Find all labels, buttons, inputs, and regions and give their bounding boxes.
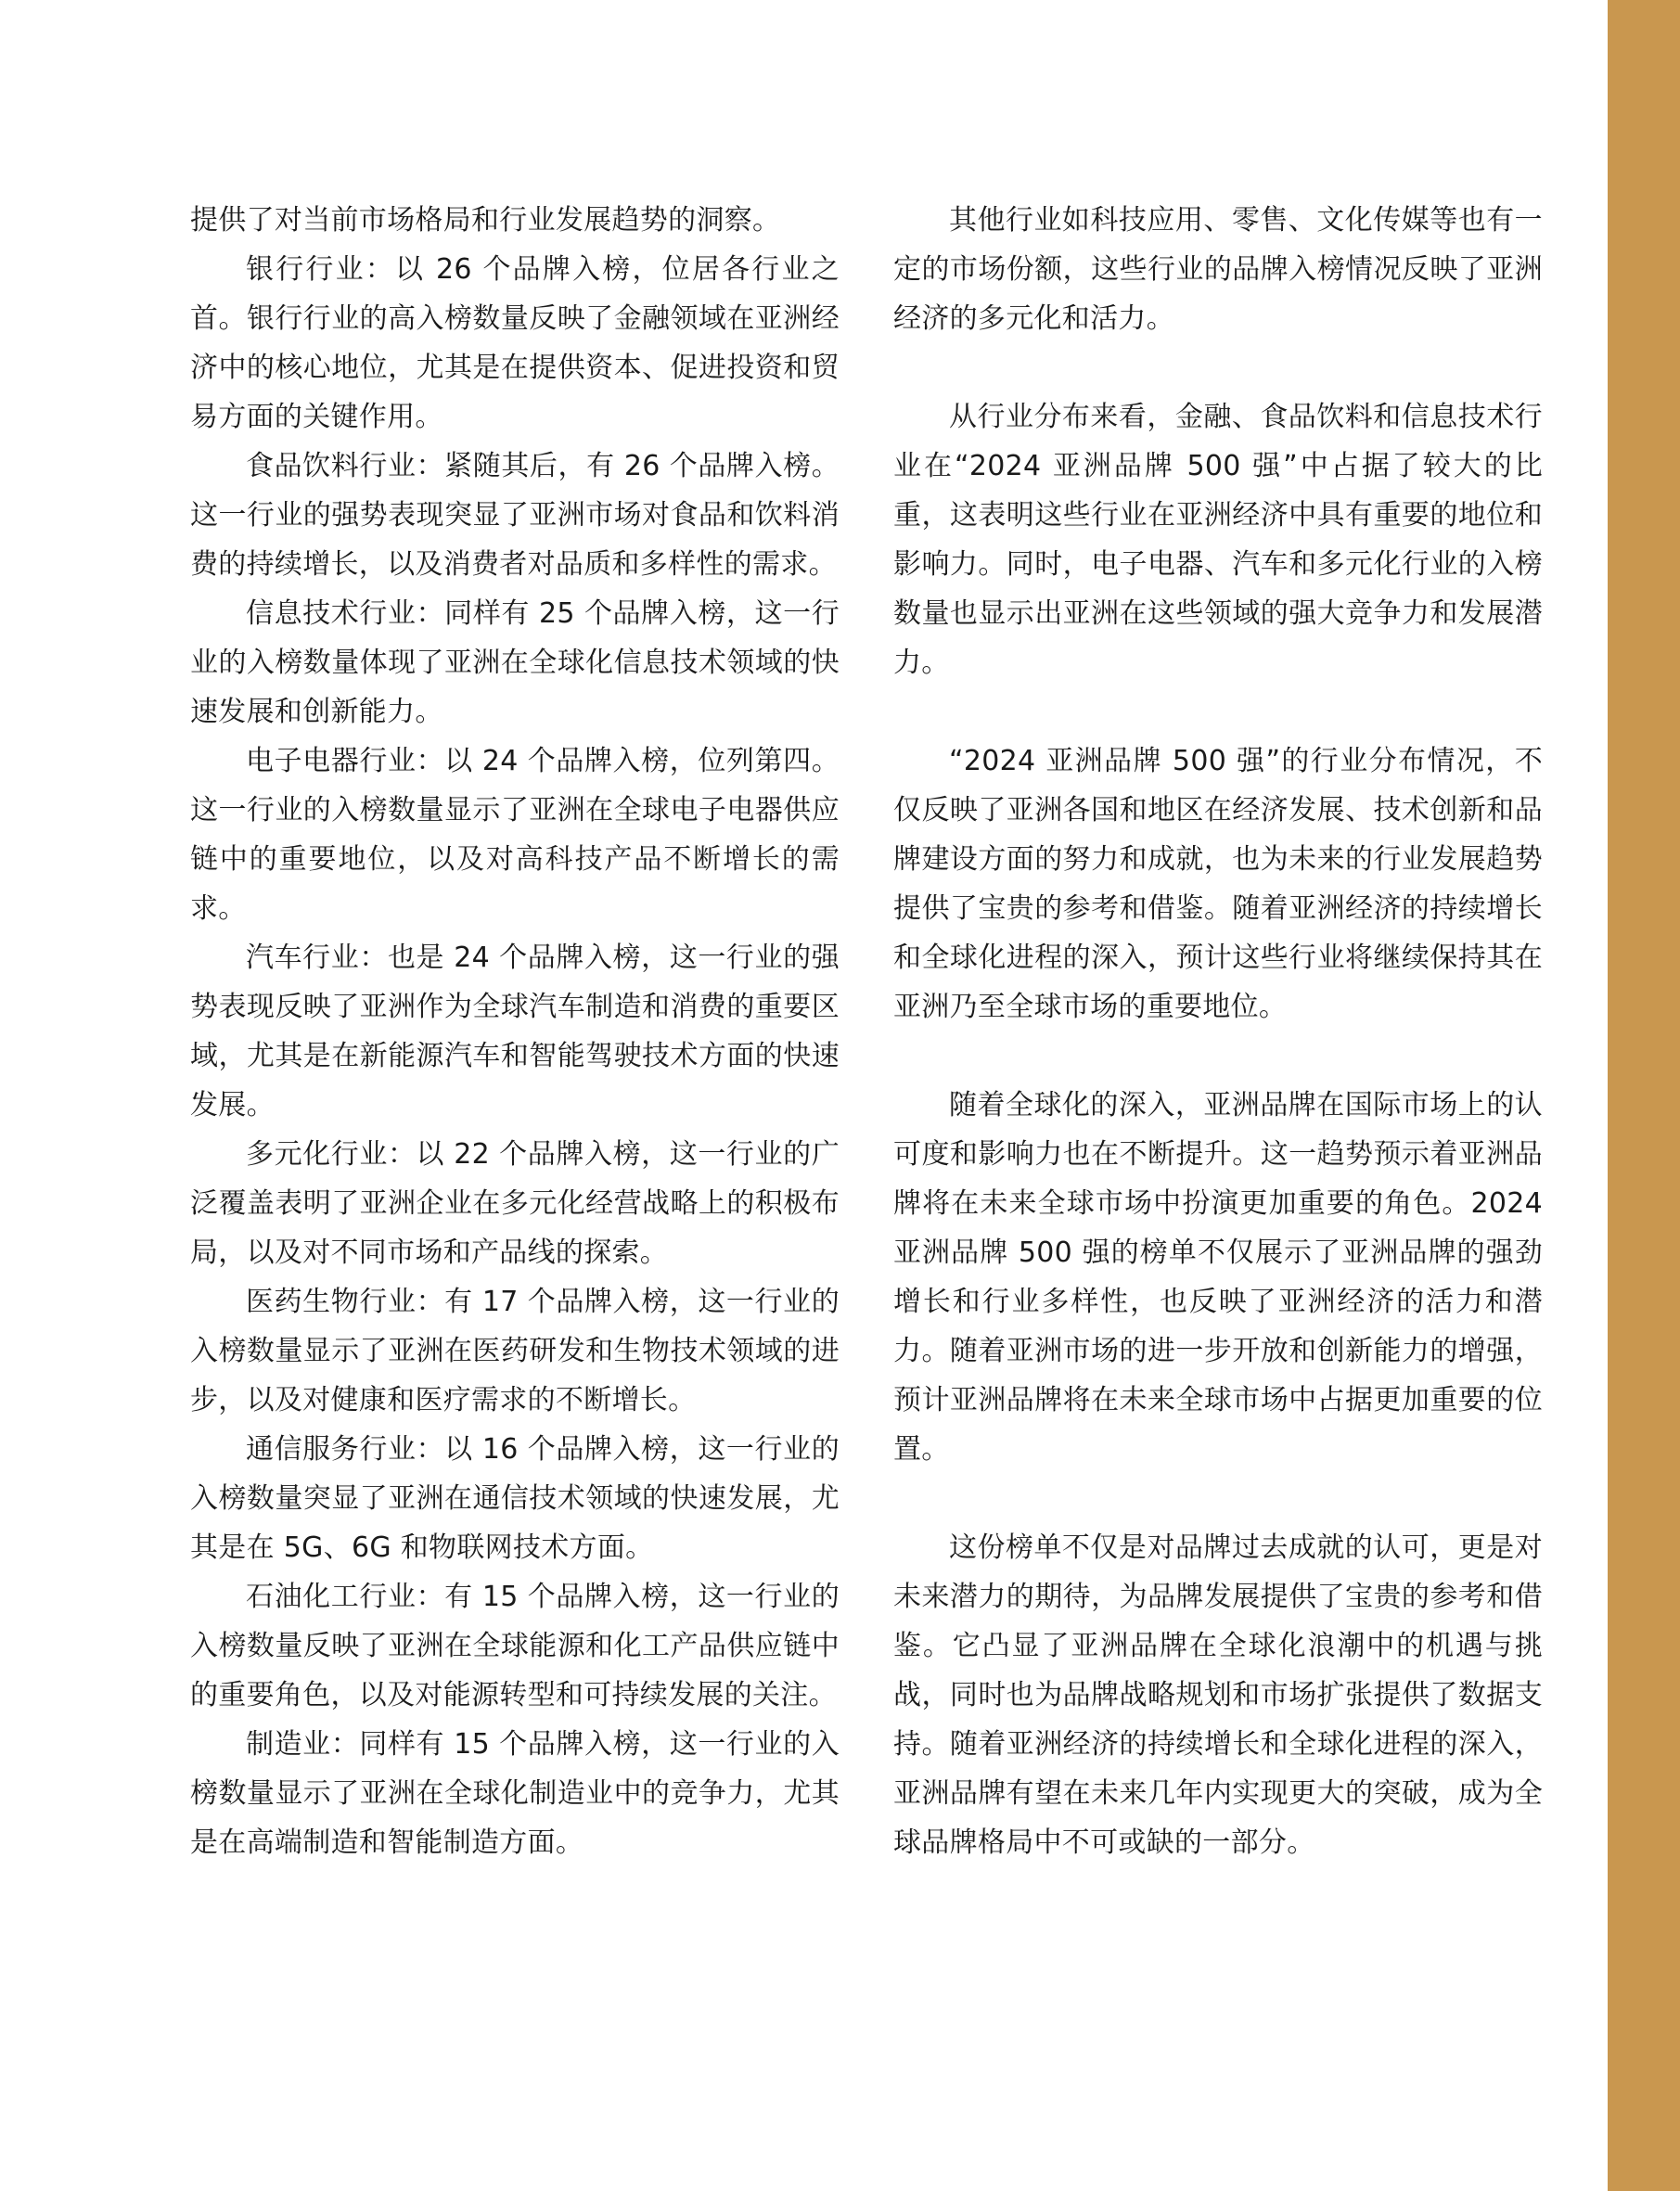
right-text-column: [893, 196, 1543, 1867]
paragraph-industry-distribution: 从行业分布来看，金融、食品饮料和信息技术行业在“2024 亚洲品牌 500 强”中占据了较大的比重，这表明这些行业在亚洲经济中具有重要的地位和影响力。同时，电子电器、汽车和多元化行业的入榜数量也显示出亚洲在这些领域的强大竞争力和发展潜力。: [893, 401, 1543, 679]
left-text-column: [190, 196, 840, 1867]
paragraph-telecom: 通信服务行业：以 16 个品牌入榜，这一行业的入榜数量突显了亚洲在通信技术领域的快速发展，尤其是在 5G、6G 和物联网技术方面。: [190, 1433, 840, 1564]
paragraph-automotive: 汽车行业：也是 24 个品牌入榜，这一行业的强势表现反映了亚洲作为全球汽车制造和消费的重要区域，尤其是在新能源汽车和智能驾驶技术方面的快速发展。: [190, 942, 840, 1121]
paragraph-other-industries: 其他行业如科技应用、零售、文化传媒等也有一定的市场份额，这些行业的品牌入榜情况反映了亚洲经济的多元化和活力。: [893, 204, 1543, 335]
paragraph-diversified: 多元化行业：以 22 个品牌入榜，这一行业的广泛覆盖表明了亚洲企业在多元化经营战略上的积极布局，以及对不同市场和产品线的探索。: [190, 1138, 840, 1269]
paragraph-food-beverage: 食品饮料行业：紧随其后，有 26 个品牌入榜。这一行业的强势表现突显了亚洲市场对食品和饮料消费的持续增长，以及消费者对品质和多样性的需求。: [190, 450, 840, 581]
paragraph-continuation: 提供了对当前市场格局和行业发展趋势的洞察。: [190, 204, 781, 237]
paragraph-information-technology: 信息技术行业：同样有 25 个品牌入榜，这一行业的入榜数量体现了亚洲在全球化信息技术领域的快速发展和创新能力。: [190, 597, 840, 728]
paragraph-petrochemical: 石油化工行业：有 15 个品牌入榜，这一行业的入榜数量反映了亚洲在全球能源和化工产品供应链中的重要角色，以及对能源转型和可持续发展的关注。: [190, 1581, 840, 1711]
paragraph-banking: 银行行业：以 26 个品牌入榜，位居各行业之首。银行行业的高入榜数量反映了金融领域在亚洲经济中的核心地位，尤其是在提供资本、促进投资和贸易方面的关键作用。: [190, 253, 840, 433]
paragraph-pharma-bio: 医药生物行业：有 17 个品牌入榜，这一行业的入榜数量显示了亚洲在医药研发和生物技术领域的进步，以及对健康和医疗需求的不断增长。: [190, 1286, 840, 1416]
paragraph-electronics: 电子电器行业：以 24 个品牌入榜，位列第四。这一行业的入榜数量显示了亚洲在全球电子电器供应链中的重要地位，以及对高科技产品不断增长的需求。: [190, 745, 840, 925]
paragraph-manufacturing: 制造业：同样有 15 个品牌入榜，这一行业的入榜数量显示了亚洲在全球化制造业中的竞争力，尤其是在高端制造和智能制造方面。: [190, 1728, 840, 1859]
decorative-side-band: [1608, 0, 1680, 2191]
paragraph-conclusion: 这份榜单不仅是对品牌过去成就的认可，更是对未来潜力的期待，为品牌发展提供了宝贵的参考和借鉴。它凸显了亚洲品牌在全球化浪潮中的机遇与挑战，同时也为品牌战略规划和市场扩张提供了数据支持。随着亚洲经济的持续增长和全球化进程的深入，亚洲品牌有望在未来几年内实现更大的突破，成为全球品牌格局中不可或缺的一部分。: [893, 1531, 1543, 1859]
paragraph-distribution-significance: “2024 亚洲品牌 500 强”的行业分布情况，不仅反映了亚洲各国和地区在经济发展、技术创新和品牌建设方面的努力和成就，也为未来的行业发展趋势提供了宝贵的参考和借鉴。随着亚洲经济的持续增长和全球化进程的深入，预计这些行业将继续保持其在亚洲乃至全球市场的重要地位。: [893, 745, 1543, 1023]
paragraph-globalization: 随着全球化的深入，亚洲品牌在国际市场上的认可度和影响力也在不断提升。这一趋势预示着亚洲品牌将在未来全球市场中扮演更加重要的角色。2024 亚洲品牌 500 强的榜单不仅展示了亚洲品牌的强劲增长和行业多样性，也反映了亚洲经济的活力和潜力。随着亚洲市场的进一步开放和创新能力的增强，预计亚洲品牌将在未来全球市场中占据更加重要的位置。: [893, 1089, 1543, 1466]
